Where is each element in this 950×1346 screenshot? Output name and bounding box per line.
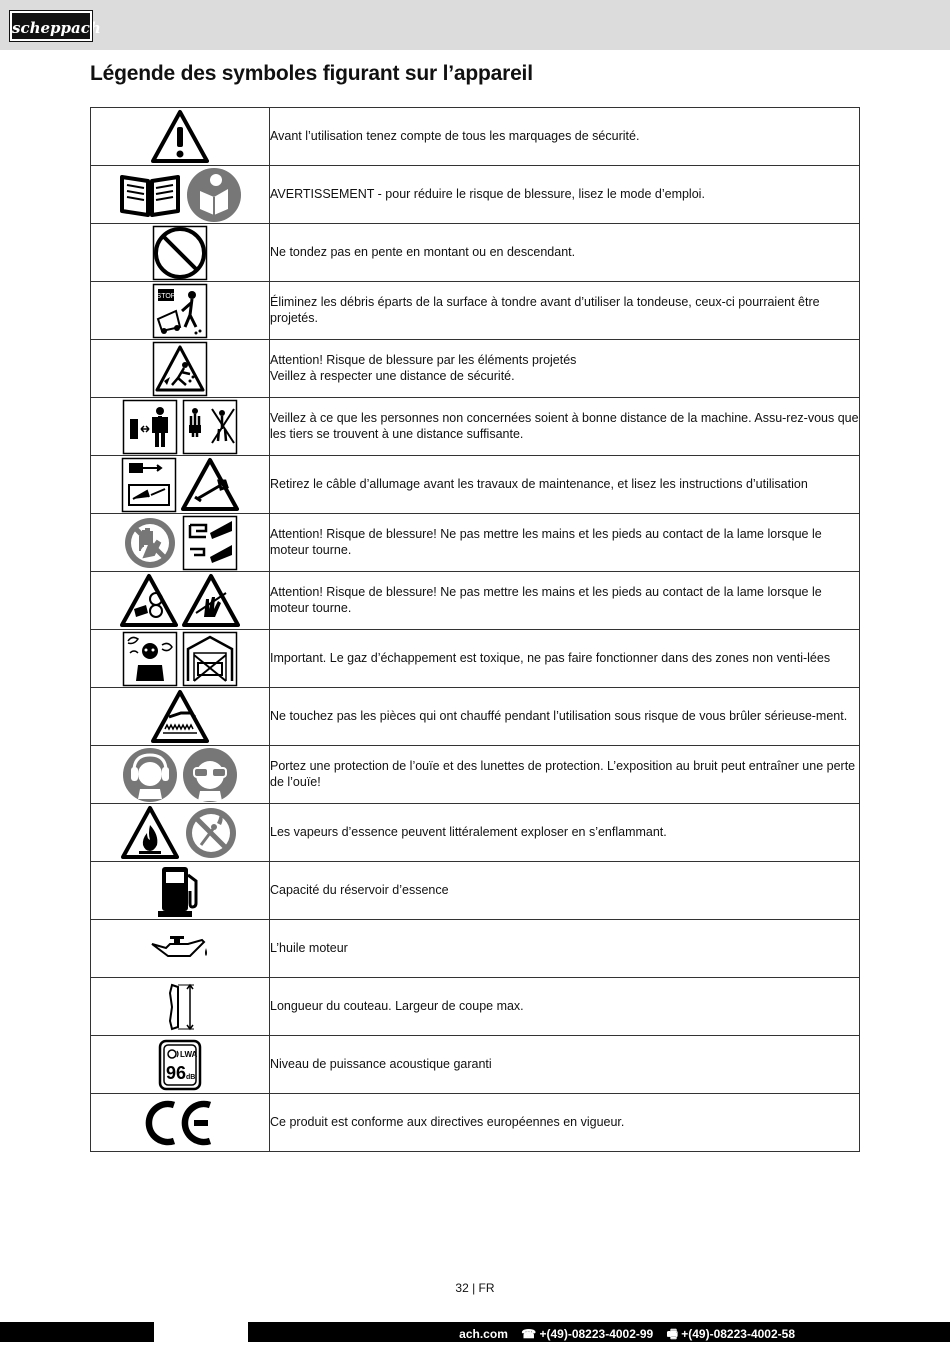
ce-mark-icon: [144, 1097, 216, 1149]
legend-row: [91, 514, 860, 572]
maintenance-warning-icon: [181, 457, 239, 513]
eye-protection-icon: [182, 747, 238, 803]
footer-fax: 🖷 +(49)-08223-4002-58: [666, 1327, 795, 1341]
legend-row: [91, 920, 860, 978]
legend-row: [91, 398, 860, 456]
no-enclosed-space-icon: [182, 631, 238, 687]
legend-row: [91, 224, 860, 282]
symbol-cell: [91, 514, 270, 572]
open-manual-icon: [118, 171, 182, 219]
top-header-bar: [0, 0, 950, 50]
keep-bystanders-away-icon: [182, 399, 238, 455]
legend-row: [91, 630, 860, 688]
warning-exclamation-icon: [151, 109, 209, 165]
symbol-description: Portez une protection de l’ouïe et des lunettes de protection. L’exposition au bruit peut entraîner une perte de l’ouïe!: [270, 746, 860, 804]
no-hands-icon: [122, 515, 178, 571]
keep-distance-person-icon: [122, 399, 178, 455]
symbol-cell: [91, 1094, 270, 1152]
no-open-flame-icon: [183, 805, 239, 861]
hot-surface-warning-icon: [151, 689, 209, 745]
legend-row: [91, 978, 860, 1036]
symbol-description: Important. Le gaz d’échappement est toxique, ne pas faire fonctionner dans des zones non venti-lées: [270, 630, 860, 688]
disconnect-spark-plug-icon: [121, 457, 177, 513]
sound-level-value: 96: [166, 1062, 187, 1083]
symbol-cell: [91, 456, 270, 514]
legend-row: [91, 340, 860, 398]
symbol-description: Retirez le câble d’allumage avant les travaux de maintenance, et lisez les instructions d’utilisation: [270, 456, 860, 514]
legend-row: [91, 746, 860, 804]
sound-power-level-icon: [158, 1039, 202, 1091]
footer-website: ach.com: [459, 1327, 508, 1341]
legend-row: [91, 108, 860, 166]
legend-row: [91, 804, 860, 862]
symbol-cell: [91, 804, 270, 862]
svg-text:STOP: STOP: [156, 292, 176, 300]
symbol-cell: [91, 224, 270, 282]
footer-phone: ☎ +(49)-08223-4002-99: [521, 1327, 654, 1341]
footer-gap: [154, 1322, 248, 1342]
oil-can-icon: [148, 934, 212, 964]
symbol-description: Attention! Risque de blessure! Ne pas mettre les mains et les pieds au contact de la lame lorsque le moteur tourne.: [270, 514, 860, 572]
symbol-cell: [91, 108, 270, 166]
symbol-description: Ne tondez pas en pente en montant ou en descendant.: [270, 224, 860, 282]
symbol-cell: [91, 398, 270, 456]
symbol-cell: [91, 166, 270, 224]
fuel-pump-icon: [152, 863, 208, 919]
page-title: Légende des symboles figurant sur l’appareil: [90, 62, 533, 85]
flammable-warning-icon: [121, 805, 179, 861]
no-mowing-on-slope-icon: [152, 225, 208, 281]
toxic-exhaust-icon: [122, 631, 178, 687]
footer-contact: [449, 1325, 795, 1346]
symbol-cell: [91, 862, 270, 920]
symbol-cell: [91, 630, 270, 688]
symbol-legend-table: [90, 107, 860, 1152]
symbol-description: Longueur du couteau. Largeur de coupe max.: [270, 978, 860, 1036]
symbol-cell: [91, 340, 270, 398]
symbol-description: Avant l’utilisation tenez compte de tous les marquages de sécurité.: [270, 108, 860, 166]
hand-foot-blade-icon: [182, 515, 238, 571]
symbol-description: Attention! Risque de blessure! Ne pas mettre les mains et les pieds au contact de la lame lorsque le moteur tourne.: [270, 572, 860, 630]
legend-row: [91, 572, 860, 630]
legend-row: [91, 166, 860, 224]
blade-length-icon: [160, 981, 200, 1033]
symbol-description: Éliminez les débris éparts de la surface à tondre avant d’utiliser la tondeuse, ceux-ci pourraient être projetés.: [270, 282, 860, 340]
symbol-description: Ne touchez pas les pièces qui ont chauffé pendant l’utilisation sous risque de vous brûler sérieuse-ment.: [270, 688, 860, 746]
symbol-description: Ce produit est conforme aux directives européennes en vigueur.: [270, 1094, 860, 1152]
blade-hand-warning-icon: [182, 573, 240, 629]
symbol-cell: [91, 920, 270, 978]
symbol-cell: [91, 688, 270, 746]
symbol-description: Veillez à ce que les personnes non concernées soient à bonne distance de la machine. Assu-rez-vous que les tiers se trouvent à une distance suffisante.: [270, 398, 860, 456]
sound-level-unit: dB: [186, 1073, 196, 1081]
footer-bar: [0, 1322, 950, 1342]
symbol-cell: [91, 978, 270, 1036]
legend-row: [91, 1094, 860, 1152]
symbol-cell: [91, 572, 270, 630]
symbol-description: Niveau de puissance acoustique garanti: [270, 1036, 860, 1094]
scheppach-logo: scheppach: [10, 11, 92, 41]
legend-row: [91, 1036, 860, 1094]
symbol-description: Attention! Risque de blessure par les éléments projetés Veillez à respecter une distance de sécurité.: [270, 340, 860, 398]
page-number: 32 | FR: [455, 1281, 495, 1295]
legend-row: [91, 456, 860, 514]
legend-row: [91, 282, 860, 340]
symbol-description: Les vapeurs d’essence peuvent littéralement exploser en s’enflammant.: [270, 804, 860, 862]
remove-debris-icon: [152, 283, 208, 339]
sound-level-label: LWA: [180, 1049, 198, 1059]
symbol-description: AVERTISSEMENT - pour réduire le risque de blessure, lisez le mode d’emploi.: [270, 166, 860, 224]
legend-row: [91, 862, 860, 920]
symbol-cell: [91, 282, 270, 340]
symbol-description: L’huile moteur: [270, 920, 860, 978]
legend-row: [91, 688, 860, 746]
symbol-cell: [91, 746, 270, 804]
symbol-description: Capacité du réservoir d’essence: [270, 862, 860, 920]
ear-protection-icon: [122, 747, 178, 803]
symbol-cell: [91, 1036, 270, 1094]
blade-foot-warning-icon: [120, 573, 178, 629]
read-manual-icon: [186, 167, 242, 223]
thrown-objects-warning-icon: [152, 341, 208, 397]
